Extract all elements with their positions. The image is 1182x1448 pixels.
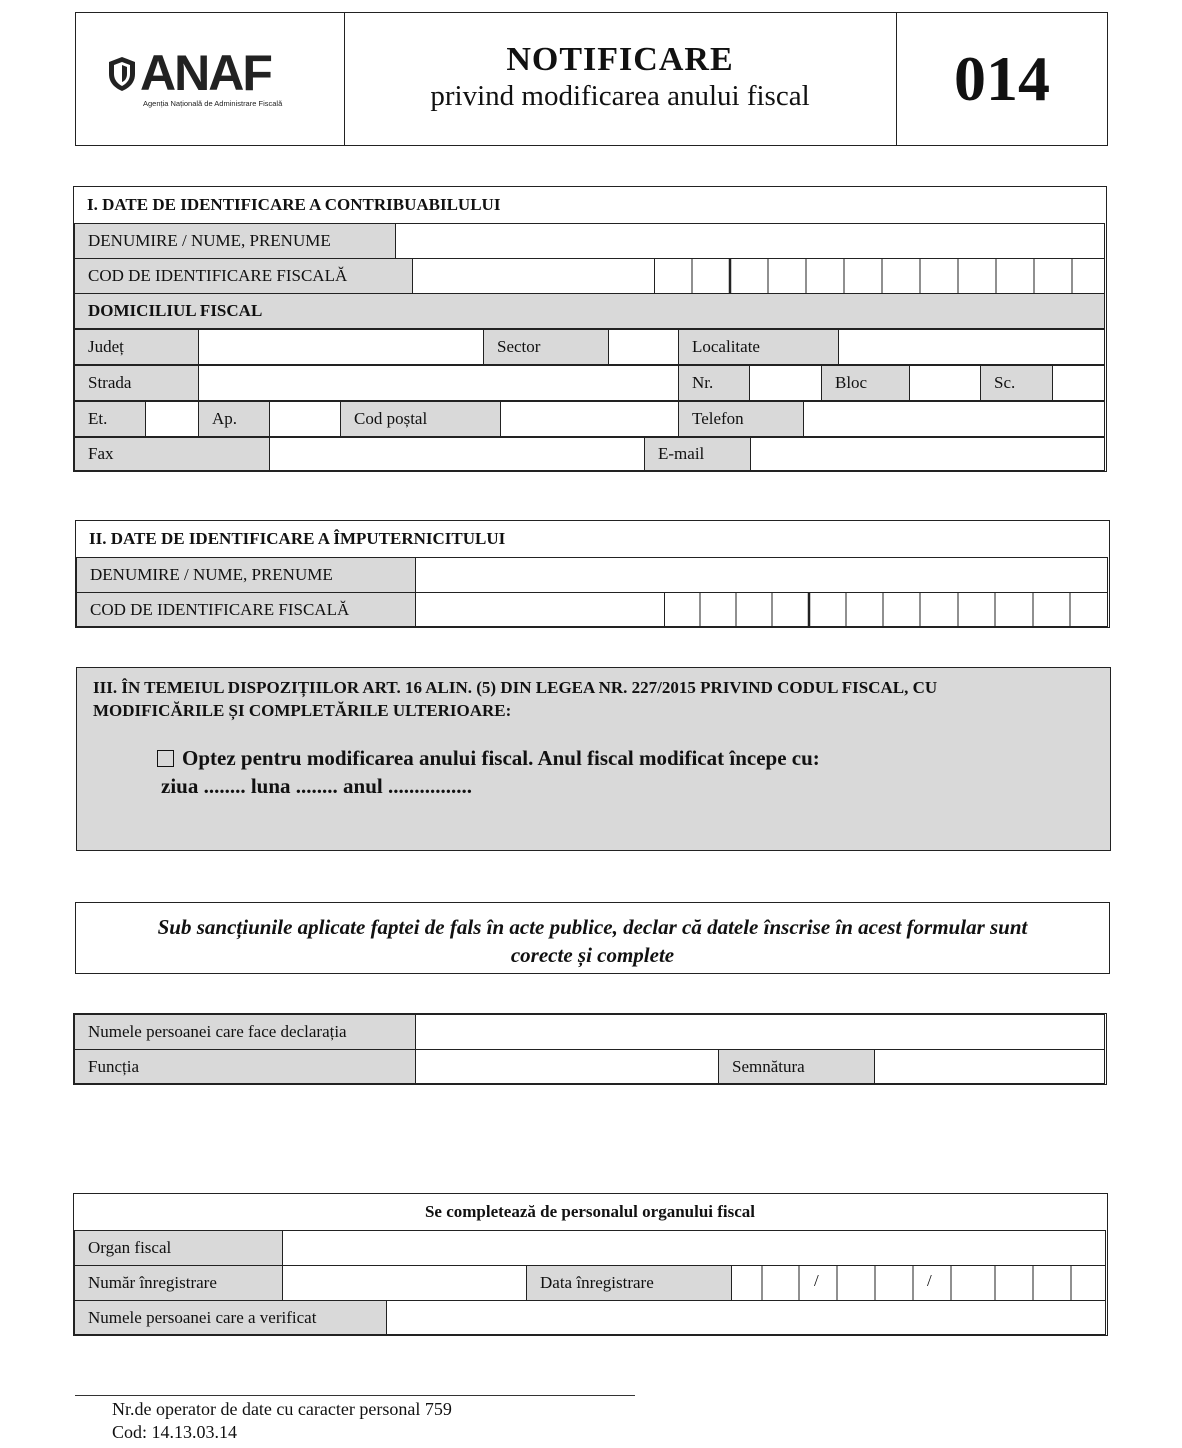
sector-label: Sector — [483, 329, 609, 365]
declarant-name-label: Numele persoanei care face declarația — [74, 1014, 416, 1050]
apartment-field[interactable] — [269, 401, 341, 437]
street-label: Strada — [74, 365, 199, 401]
registration-number-label: Număr înregistrare — [74, 1265, 283, 1301]
signature-label: Semnătura — [718, 1049, 875, 1084]
apartment-label: Ap. — [198, 401, 270, 437]
footer-operator: Nr.de operator de date cu caracter personal 759 — [112, 1399, 452, 1419]
floor-field[interactable] — [145, 401, 199, 437]
sector-field[interactable] — [608, 329, 679, 365]
tax-office-field[interactable] — [282, 1230, 1106, 1266]
section-2-title: II. DATE DE IDENTIFICARE A ÎMPUTERNICITULUI — [89, 529, 506, 548]
number-label: Nr. — [678, 365, 750, 401]
phone-label: Telefon — [678, 401, 804, 437]
block-field[interactable] — [909, 365, 981, 401]
title-cell — [344, 13, 897, 145]
locality-field[interactable] — [838, 329, 1105, 365]
declarant-name-field[interactable] — [415, 1014, 1105, 1050]
representative-name-field[interactable] — [415, 557, 1108, 593]
signature-table — [73, 1013, 1107, 1085]
postal-code-label: Cod poștal — [340, 401, 501, 437]
section-taxpayer — [73, 186, 1107, 472]
option-text: Optez pentru modificarea anului fiscal. Anul fiscal modificat începe cu: — [182, 746, 820, 770]
declaration-box — [75, 902, 1110, 974]
function-field[interactable] — [415, 1049, 719, 1084]
taxpayer-name-label: DENUMIRE / NUME, PRENUME — [74, 223, 396, 259]
footer-divider — [75, 1395, 635, 1396]
date-separator-2: / — [927, 1271, 932, 1290]
function-label: Funcția — [74, 1049, 416, 1084]
cif-digit-boxes[interactable] — [654, 258, 1105, 294]
form-title: NOTIFICARE — [506, 41, 734, 78]
phone-field[interactable] — [803, 401, 1105, 437]
representative-cif-digit-boxes[interactable] — [664, 592, 1108, 627]
option-checkbox[interactable] — [157, 750, 174, 767]
verifier-label: Numele persoanei care a verificat — [74, 1300, 387, 1335]
registration-date-boxes — [731, 1265, 1106, 1301]
declaration-line1: Sub sancțiunile aplicate faptei de fals în acte publice, declar că datele înscrise în acest formular sunt — [157, 915, 1028, 939]
rep-cif-boxes-grid — [664, 592, 1108, 627]
representative-cif-label: COD DE IDENTIFICARE FISCALĂ — [76, 592, 416, 627]
footer-code: Cod: 14.13.03.14 — [112, 1422, 238, 1442]
start-date-line[interactable]: ziua ........ luna ........ anul ................ — [161, 774, 472, 798]
email-label: E-mail — [644, 437, 751, 471]
county-label: Județ — [74, 329, 199, 365]
tax-office-label: Organ fiscal — [74, 1230, 283, 1266]
form-header — [75, 12, 1108, 146]
form-number: 014 — [954, 43, 1050, 114]
fiscal-domicile-label: DOMICILIUL FISCAL — [74, 293, 1105, 329]
fiscal-year-option[interactable] — [157, 746, 820, 771]
date-boxes-grid — [731, 1265, 1106, 1301]
date-separator-1: / — [814, 1271, 819, 1290]
block-label: Bloc — [821, 365, 910, 401]
section-1-title: I. DATE DE IDENTIFICARE A CONTRIBUABILULUI — [87, 195, 501, 214]
taxpayer-cif-label: COD DE IDENTIFICARE FISCALĂ — [74, 258, 413, 294]
cif-boxes-grid — [654, 258, 1105, 294]
anaf-shield-icon — [107, 56, 137, 92]
locality-label: Localitate — [678, 329, 839, 365]
county-field[interactable] — [198, 329, 484, 365]
representative-name-label: DENUMIRE / NUME, PRENUME — [76, 557, 416, 593]
section-3-title-line2: MODIFICĂRILE ȘI COMPLETĂRILE ULTERIOARE: — [93, 701, 512, 720]
registration-date-label: Data înregistrare — [526, 1265, 732, 1301]
street-field[interactable] — [198, 365, 679, 401]
verifier-field[interactable] — [386, 1300, 1106, 1335]
logo-cell — [76, 13, 345, 145]
form-subtitle: privind modificarea anului fiscal — [430, 80, 810, 112]
fax-field[interactable] — [269, 437, 645, 471]
email-field[interactable] — [750, 437, 1105, 471]
form-number-cell — [896, 13, 1108, 145]
official-use-table — [73, 1193, 1108, 1336]
number-field[interactable] — [749, 365, 822, 401]
section-legal-basis — [76, 667, 1111, 851]
declaration-line2: corecte și complete — [510, 943, 675, 967]
floor-label: Et. — [74, 401, 146, 437]
section-3-title-line1: III. ÎN TEMEIUL DISPOZIȚIILOR ART. 16 ALIN. (5) DIN LEGEA NR. 227/2015 PRIVIND CODUL FISCAL, CU — [93, 678, 938, 697]
fax-label: Fax — [74, 437, 270, 471]
section-representative — [75, 520, 1110, 628]
official-use-title: Se completează de personalul organului fiscal — [424, 1202, 756, 1221]
signature-field[interactable] — [874, 1049, 1105, 1084]
taxpayer-name-field[interactable] — [395, 223, 1105, 259]
registration-number-field[interactable] — [282, 1265, 527, 1301]
staircase-label: Sc. — [980, 365, 1053, 401]
staircase-field[interactable] — [1052, 365, 1105, 401]
postal-code-field[interactable] — [500, 401, 679, 437]
logo-text: ANAF — [140, 45, 271, 101]
logo-subtitle: Agenția Națională de Administrare Fiscală — [143, 99, 283, 108]
